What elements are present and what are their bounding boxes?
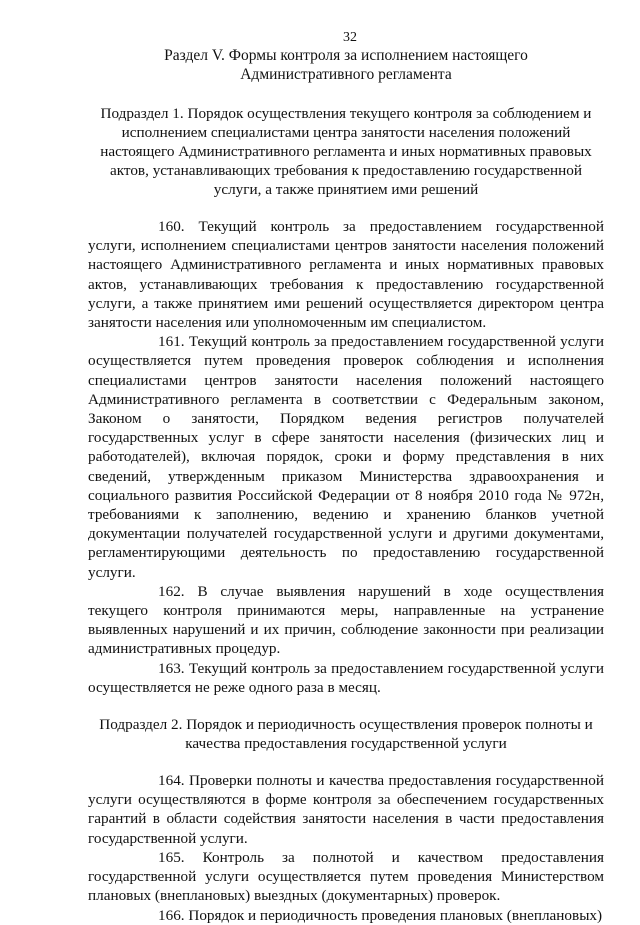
section-title — [88, 46, 604, 84]
paragraph-163: 163. Текущий контроль за предоставлением государственной услуги осуществляется не реже одного раза в месяц. — [88, 659, 604, 696]
paragraph-162: 162. В случае выявления нарушений в ходе осуществления текущего контроля принимаются меры, направленные на устранение выявленных нарушений и их причин, соблюдение законности при реализации административных процедур. — [88, 582, 604, 658]
paragraph-165: 165. Контроль за полнотой и качеством предоставления государственной услуги осуществляется путем проведения Министерством плановых (внеплановых) выездных (документарных) проверок. — [88, 848, 604, 905]
paragraph-161: 161. Текущий контроль за предоставлением государственной услуги осуществляется путем проведения проверок соблюдения и исполнения специалистами центров занятости населения положений настоящего Административного регламента в соответствии с Федеральным законом, Законом о занятости, Порядком ведения регистров получателей государственных услуг в сфере занятости населения (физических лиц и работодателей), включая порядок, сроки и форму представления в них сведений, утвержденным приказом Министерства здравоохранения и социального развития Российской Федерации от 8 ноября 2010 года № 972н, требованиями к заполнению, ведению и хранению бланков учетной документации получателей государственной услуги и другими документами, регламентирующими деятельность по предоставлению государственной услуги. — [88, 333, 604, 581]
subsection-1-title: Подраздел 1. Порядок осуществления текущего контроля за соблюдением и исполнением специалистами центра занятости населения положений настоящего Административного регламента и иных нормативных правовых актов, устанавливающих требования к предоставлению государственной услуги, а также принятием ими решений — [100, 105, 592, 198]
paragraph-164: 164. Проверки полноты и качества предоставления государственной услуги осуществляются в форме контроля за обеспечением государственных гарантий в области содействия занятости населения в части предоставления государственной услуги. — [88, 772, 604, 847]
paragraph-160: 160. Текущий контроль за предоставлением государственной услуги, исполнением специалистами центров занятости населения положений настоящего Административного регламента и иных нормативных правовых актов, устанавливающих требования к предоставлению государственной услуги, а также принятием ими решений осуществляется директором центра занятости населения или уполномоченным им специалистом. — [88, 218, 604, 332]
section-title-line-1: Раздел V. Формы контроля за исполнением настоящего — [164, 47, 528, 64]
page-number: 32 — [343, 30, 357, 45]
subsection-2-title: Подраздел 2. Порядок и периодичность осуществления проверок полноты и качества предоставления государственной услуги — [99, 716, 593, 753]
paragraph-166: 166. Порядок и периодичность проведения плановых (внеплановых) — [158, 906, 603, 924]
section-title-line-2: Административного регламента — [240, 66, 452, 83]
section-gap — [88, 697, 604, 715]
